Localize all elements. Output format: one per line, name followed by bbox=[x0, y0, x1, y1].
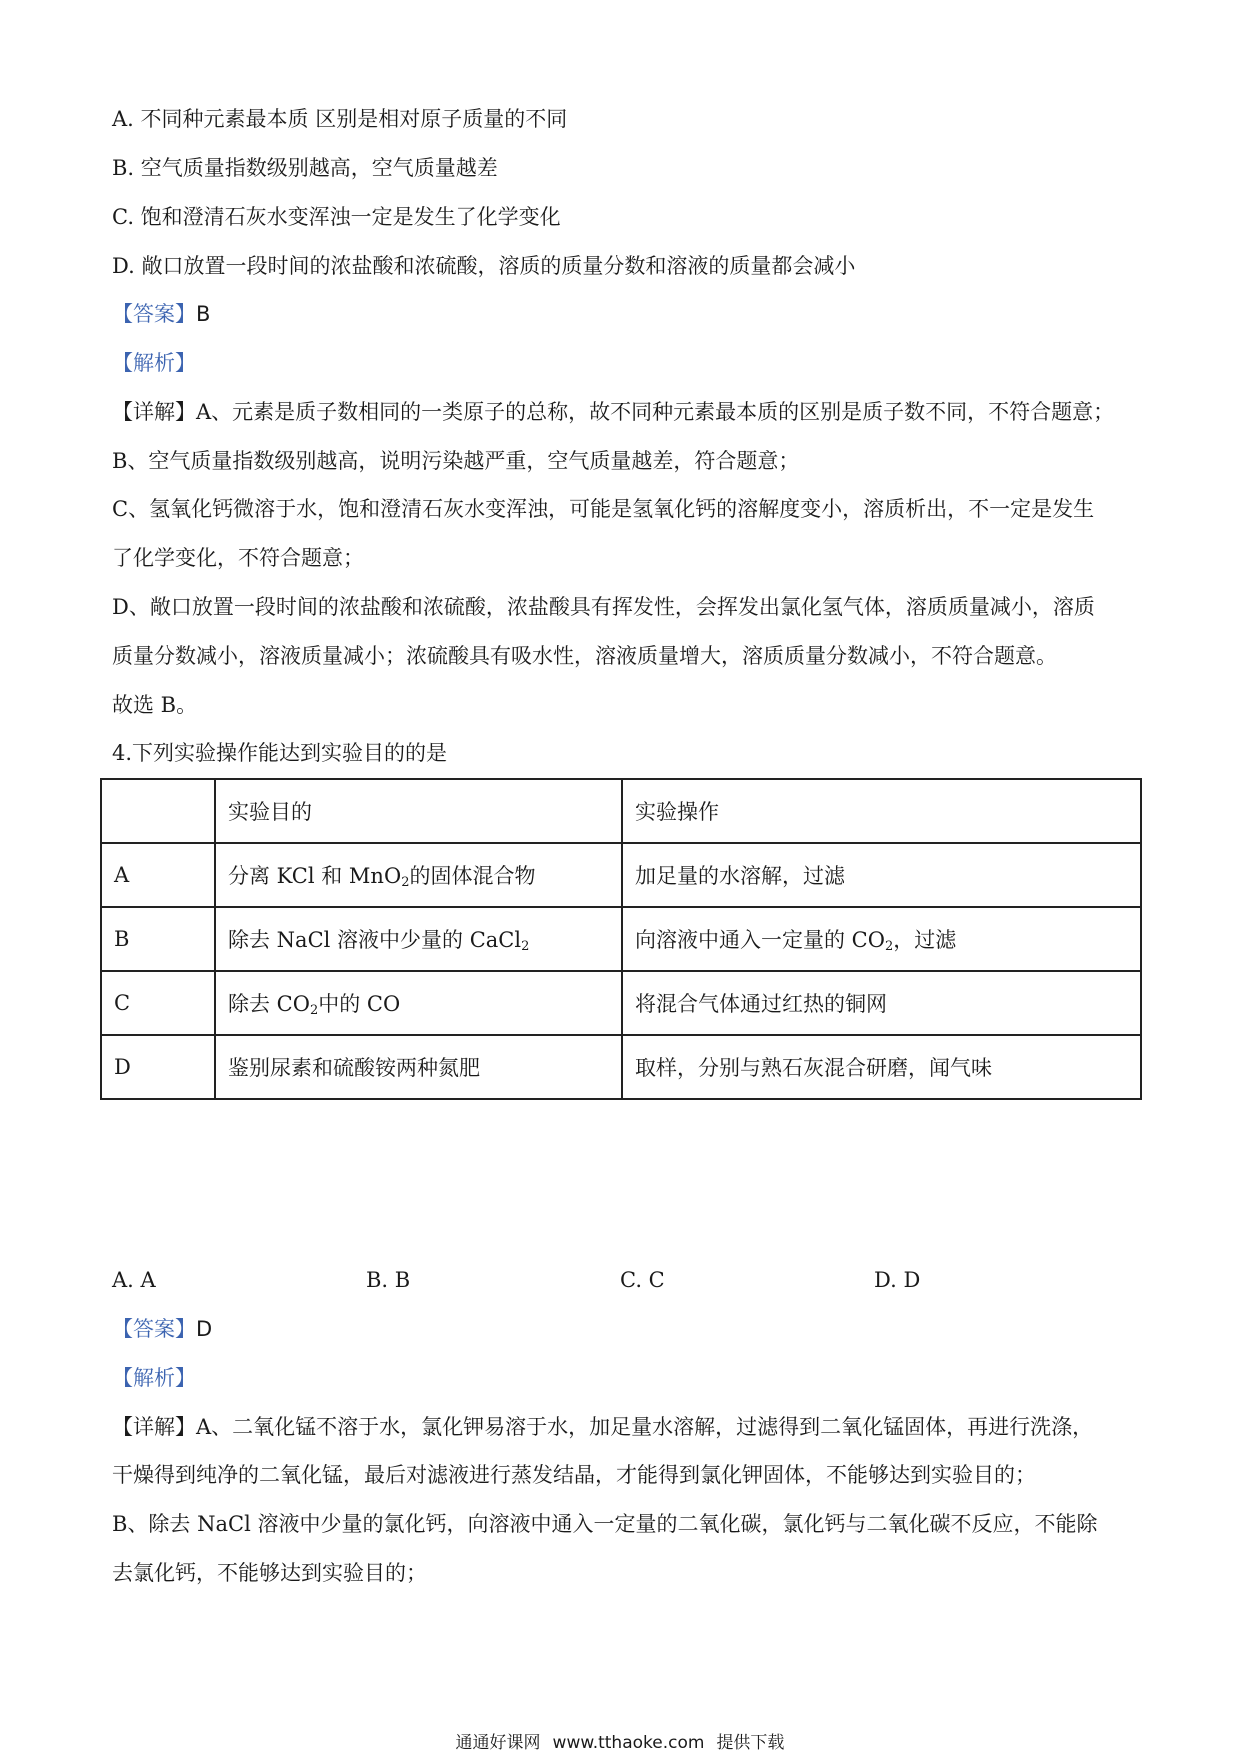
q4-detail-line: 干燥得到纯净的二氧化锰，最后对滤液进行蒸发结晶，才能得到氯化钾固体，不能够达到实验目的； bbox=[112, 1463, 1036, 1487]
q4-choice-a: A. A bbox=[112, 1268, 156, 1292]
q3-answer bbox=[112, 299, 210, 329]
table-row bbox=[101, 971, 1141, 1035]
q3-detail-line: 【详解】A、元素是质子数相同的一类原子的总称，故不同种元素最本质的区别是质子数不同，不符合题意； bbox=[112, 400, 1115, 424]
row-operation: 将混合气体通过红热的铜网 bbox=[622, 971, 1141, 1035]
row-label: B bbox=[101, 907, 215, 971]
q3-detail-line: C、氢氧化钙微溶于水，饱和澄清石灰水变浑浊，可能是氢氧化钙的溶解度变小，溶质析出，不一定是发生 bbox=[112, 497, 1095, 521]
row-operation: 加足量的水溶解，过滤 bbox=[622, 843, 1141, 907]
footer-suffix: 提供下载 bbox=[716, 1733, 785, 1753]
row-purpose: 除去 NaCl 溶液中少量的 CaCl$_2$ bbox=[215, 907, 622, 971]
row-label: A bbox=[101, 843, 215, 907]
q4-analysis-label: 【解析】 bbox=[112, 1366, 196, 1390]
header-cell-operation: 实验操作 bbox=[622, 779, 1141, 843]
q3-option-a: A. 不同种元素最本质 区别是相对原子质量的不同 bbox=[112, 107, 568, 131]
table-row bbox=[101, 843, 1141, 907]
q4-detail-line: 去氯化钙，不能够达到实验目的； bbox=[112, 1561, 427, 1585]
answer-label: 【答案】 bbox=[112, 302, 196, 326]
q3-detail-line: 质量分数减小，溶液质量减小；浓硫酸具有吸水性，溶液质量增大，溶质质量分数减小，不符合题意。 bbox=[112, 644, 1057, 668]
row-operation: 取样，分别与熟石灰混合研磨，闻气味 bbox=[622, 1035, 1141, 1099]
experiment-table bbox=[100, 778, 1142, 1100]
q3-detail-line: 故选 B。 bbox=[112, 693, 198, 717]
table-header-row bbox=[101, 779, 1141, 843]
q3-option-d: D. 敞口放置一段时间的浓盐酸和浓硫酸，溶质的质量分数和溶液的质量都会减小 bbox=[112, 254, 856, 278]
answer-value: D bbox=[196, 1317, 213, 1341]
q4-answer bbox=[112, 1314, 212, 1344]
table-row bbox=[101, 1035, 1141, 1099]
q3-option-c: C. 饱和澄清石灰水变浑浊一定是发生了化学变化 bbox=[112, 205, 561, 229]
q4-choice-c: C. C bbox=[620, 1268, 665, 1292]
q3-detail-line: B、空气质量指数级别越高，说明污染越严重，空气质量越差，符合题意； bbox=[112, 449, 800, 473]
row-label: C bbox=[101, 971, 215, 1035]
row-operation: 向溶液中通入一定量的 $CO_2$，过滤 bbox=[622, 907, 1141, 971]
q4-title: 4.下列实验操作能达到实验目的的是 bbox=[112, 741, 448, 765]
header-cell-purpose: 实验目的 bbox=[215, 779, 622, 843]
row-purpose: 除去 $CO_2$中的 CO bbox=[215, 971, 622, 1035]
q4-detail-line: 【详解】A、二氧化锰不溶于水，氯化钾易溶于水，加足量水溶解，过滤得到二氧化锰固体，再进行洗涤， bbox=[112, 1415, 1094, 1439]
footer-site-name: 通通好课网 bbox=[455, 1733, 541, 1753]
header-cell-empty bbox=[101, 779, 215, 843]
row-purpose: 分离 KCl 和 MnO$_2$的固体混合物 bbox=[215, 843, 622, 907]
page-footer bbox=[0, 1733, 1240, 1753]
q4-choice-b: B. B bbox=[366, 1268, 411, 1292]
answer-value: B bbox=[196, 302, 211, 326]
row-purpose: 鉴别尿素和硫酸铵两种氮肥 bbox=[215, 1035, 622, 1099]
q3-detail-line: D、敞口放置一段时间的浓盐酸和浓硫酸，浓盐酸具有挥发性，会挥发出氯化氢气体，溶质质量减小，溶质 bbox=[112, 595, 1095, 619]
answer-label: 【答案】 bbox=[112, 1317, 196, 1341]
row-label: D bbox=[101, 1035, 215, 1099]
table-row bbox=[101, 907, 1141, 971]
q4-detail-line: B、除去 NaCl 溶液中少量的氯化钙，向溶液中通入一定量的二氧化碳，氯化钙与二氧化碳不反应，不能除 bbox=[112, 1512, 1098, 1536]
q3-analysis-label: 【解析】 bbox=[112, 351, 196, 375]
q4-choice-d: D. D bbox=[874, 1268, 921, 1292]
footer-url[interactable]: www.tthaoke.com bbox=[552, 1733, 705, 1753]
q3-option-b: B. 空气质量指数级别越高，空气质量越差 bbox=[112, 156, 498, 180]
q3-detail-line: 了化学变化，不符合题意； bbox=[112, 546, 364, 570]
